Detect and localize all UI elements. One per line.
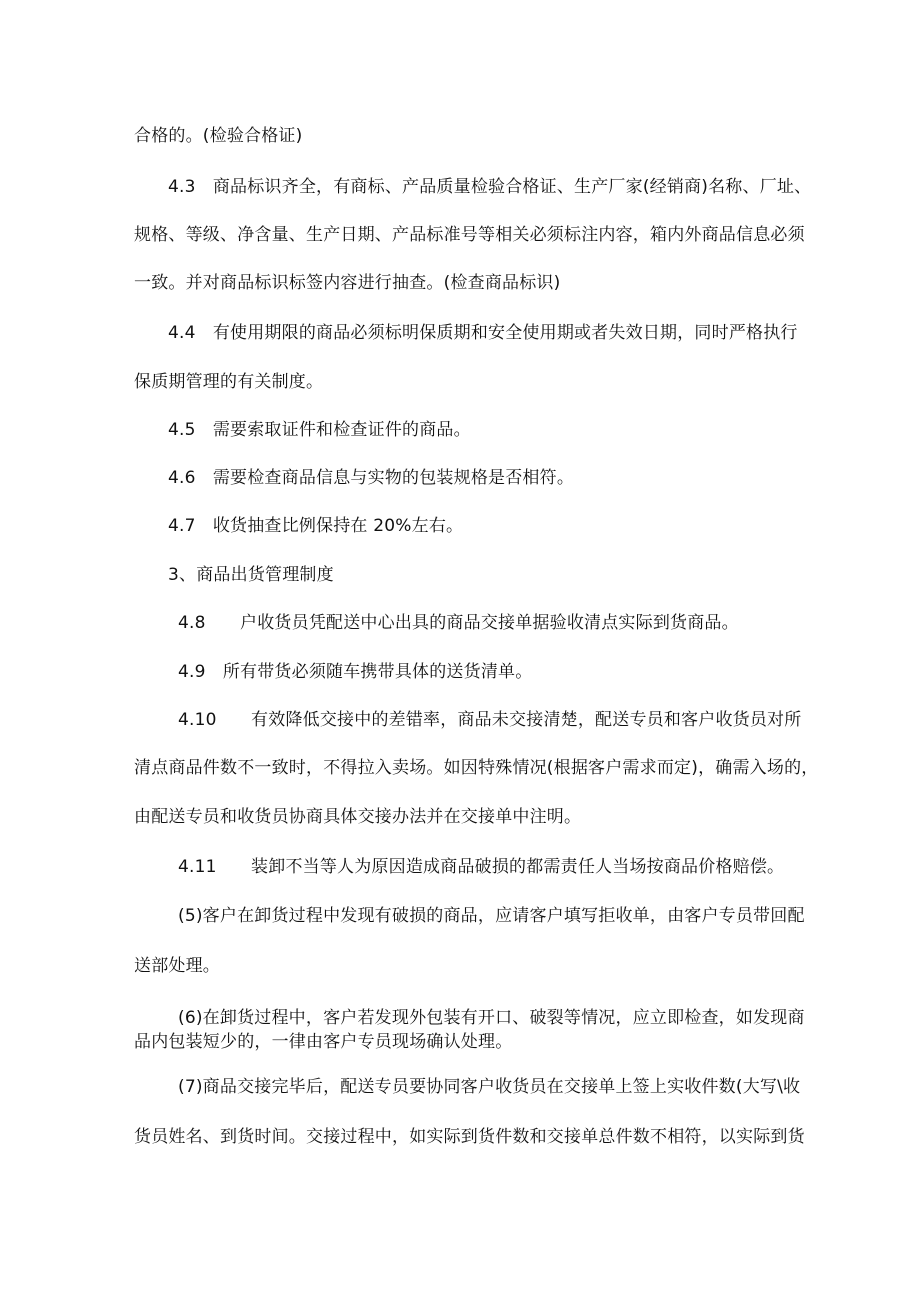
text-line-20: 品内包装短少的，一律由客户专员现场确认处理。 [134,1032,513,1052]
text-line-22: 货员姓名、到货时间。交接过程中，如实际到货件数和交接单总件数不相符，以实际到货 [134,1127,805,1147]
text-line-16: 4.11 装卸不当等人为原因造成商品破损的都需责任人当场按商品价格赔偿。 [178,857,785,877]
text-line-5: 4.4 有使用期限的商品必须标明保质期和安全使用期或者失效日期，同时严格执行 [168,323,798,343]
text-line-4: 一致。并对商品标识标签内容进行抽查。(检查商品标识) [134,273,561,293]
text-line-19: (6)在卸货过程中，客户若发现外包装有开口、破裂等情况，应立即检查，如发现商 [178,1008,805,1028]
text-line-17: (5)客户在卸货过程中发现有破损的商品，应请客户填写拒收单，由客户专员带回配 [178,906,805,926]
text-line-13: 4.10 有效降低交接中的差错率，商品未交接清楚，配送专员和客户收货员对所 [178,710,802,730]
text-line-8: 4.6 需要检查商品信息与实物的包装规格是否相符。 [168,468,575,488]
text-line-9: 4.7 收货抽查比例保持在 20%左右。 [168,516,464,536]
section-heading: 3、商品出货管理制度 [168,565,334,585]
text-line-2: 4.3 商品标识齐全，有商标、产品质量检验合格证、生产厂家(经销商)名称、厂址、 [168,177,812,197]
text-line-3: 规格、等级、净含量、生产日期、产品标准号等相关必须标注内容，箱内外商品信息必须 [134,225,805,245]
text-line-6: 保质期管理的有关制度。 [134,372,324,392]
text-line-15: 由配送专员和收货员协商具体交接办法并在交接单中注明。 [134,807,582,827]
text-line-18: 送部处理。 [134,956,220,976]
text-line-12: 4.9 所有带货必须随车携带具体的送货清单。 [178,662,533,682]
text-line-14: 清点商品件数不一致时，不得拉入卖场。如因特殊情况(根据客户需求而定)，确需入场的， [134,758,819,778]
text-line-1: 合格的。(检验合格证) [134,126,303,146]
text-line-21: (7)商品交接完毕后，配送专员要协同客户收货员在交接单上签上实收件数(大写\收 [178,1077,801,1097]
text-line-11: 4.8 户收货员凭配送中心出具的商品交接单据验收清点实际到货商品。 [178,613,739,633]
text-line-7: 4.5 需要索取证件和检查证件的商品。 [168,420,471,440]
